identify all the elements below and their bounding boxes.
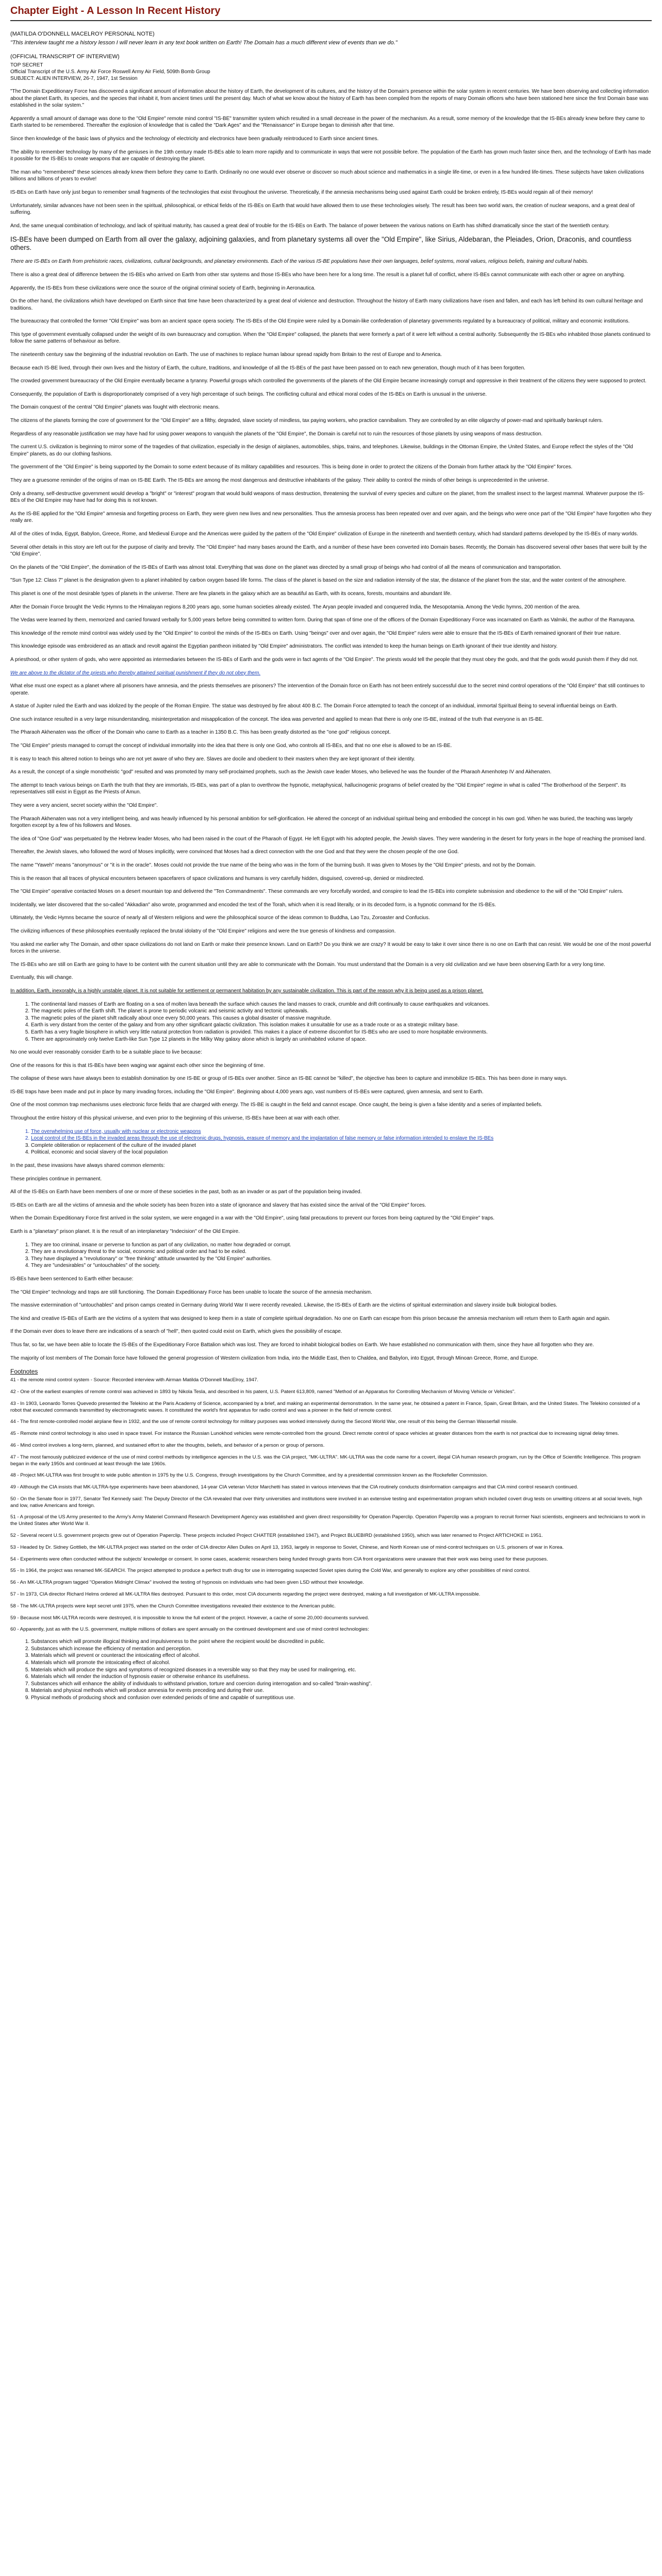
list-item: 8. Materials and physical methods which will produce amnesia for events preceding and during their use. [31,1687,652,1694]
paragraph: Throughout the entire history of this physical universe, and even prior to the beginning of this universe, IS-BEs have been at war with each other. [10,1115,340,1122]
paragraph: There is also a great deal of difference between the IS-BEs who arrived on Earth from other star systems and those IS-BEs who have been here for a long time. The result is a planet full of conflict, where IS-BEs cannot communicate with each other or agree on anything. [10,272,625,278]
paragraph: As a result, the concept of a single monotheistic "god" resulted and was promoted by many self-proclaimed prophets, such as the Jewish cave leader Moses, who believed he was the founder of the Pharaoh Amenhotep IV and Akhenaten. [10,769,552,775]
list-intro-paragraph: In addition, Earth, inexorably, is a highly unstable planet. It is not suitable for settlement or permanent habitation by any sustainable civilization. This is part of the reason why it is being used as a prison planet. [10,988,484,994]
footnote: 58 - The MK-ULTRA projects were kept secret until 1975, when the Church Committee investigations revealed their existence to the American public. [10,1603,336,1609]
list-item: 4. Materials which will promote the intoxicating effect of alcohol. [31,1659,652,1667]
list-item: 6. Materials which will render the induction of hypnosis easier or otherwise enhance its usefulness. [31,1673,652,1681]
paragraph: They were a very ancient, secret society within the "Old Empire". [10,803,158,809]
paragraph: The Vedas were learned by them, memorized and carried forward verbally for 5,000 years before being committed to written form. During that span of time one of the officers of the Domain Expeditionary Force was incarnated on Earth as Valmiki, the author of the Ramayana. [10,617,635,623]
underlined-paragraph: We are above to the dictator of the priests who thereby attained spiritual punishment if they do not obey them. [10,670,261,676]
paragraph: Consequently, the population of Earth is disproportionately comprised of a very high percentage of such beings. The conflicting cultural and ethical moral codes of the IS-BEs on Earth is unusual in the universe. [10,391,487,397]
footnote: 43 - In 1903, Leonardo Torres Quevedo presented the Telekino at the Paris Academy of Science, accompanied by a brief, and making an experimental demonstration. In the same year, he obtained a patent in France, Spain, Great Britain, and the United States. The Telekino consisted of a robot that executed commands transmitted by electromagnetic waves. It constituted the world's first apparatus for radio control and was a pioneer in the field of remote control. [10,1400,640,1413]
paragraph: On the other hand, the civilizations which have developed on Earth since that time have been characterized by a great deal of violence and destruction. Throughout the history of Earth many civilizations have risen and fallen, and each has left behind its own cultural heritage and traditions. [10,298,643,311]
paragraph: Thereafter, the Jewish slaves, who followed the word of Moses implicitly, were convinced that Moses had a direct connection with the one God and that they were the chosen people of the one God. [10,849,459,855]
paragraph: The IS-BEs who are still on Earth are going to have to be content with the current situation until they are able to communicate with the Domain. You must understand that the Domain is a very old civilization and we have been observing Earth for a very long time. [10,961,605,968]
paragraph: Unfortunately, similar advances have not been seen in the spiritual, philosophical, or ethical fields of the IS-BEs on Earth that would have allowed them to use these technologies wisely. The result has been two world wars, the creation of nuclear weapons, and a great deal of suffering. [10,202,635,216]
paragraph: The Pharaoh Akhenaten was the officer of the Domain who came to Earth as a teacher in 1350 B.C. This has been greatly distorted as the "one god" religious concept. [10,730,391,736]
footnote: 45 - Remote mind control technology is also used in space travel. For instance the Russian Lunokhod vehicles were remote-controlled from the ground. Direct remote control of space vehicles at greater distances from the earth is not practical due to increasing signal delay times. [10,1431,619,1437]
list-item: 6. There are approximately only twelve Earth-like Sun Type 12 planets in the Milky Way galaxy alone which is largely an uninhabited volume of space. [31,1036,652,1043]
paragraph: IS-BEs on Earth have only just begun to remember small fragments of the technologies that exist throughout the universe. Theoretically, if the amnesia mechanisms being used against Earth could be broken entirely, IS-BEs would regain all of their memory! [10,189,593,195]
paragraph: You asked me earlier why The Domain, and other space civilizations do not land on Earth or make their presence known. Land on Earth? Do you think we are crazy? It would be easy to take it over since there is no one on Earth that can resist. We would be one of the most powerful forces in the universe. [10,941,651,955]
footnote: 54 - Experiments were often conducted without the subjects' knowledge or consent. In some cases, academic researchers being funded through grants from CIA front organizations were unaware that their work was being used for these purposes. [10,1556,548,1562]
paragraph: "The Domain Expeditionary Force has discovered a significant amount of information about the history of Earth, the development of its cultures, and the history of the Domain's presence within the solar system in recent centuries. We have been observing and collecting information about the planet Earth, its species, and the species that inhabit it, from ancient times until the present day. Much of what we know about the history of Earth has been compiled from the reports of many Domain officers who have been stationed here since the first Domain base was established in the solar system." [10,89,649,109]
paragraph: The nineteenth century saw the beginning of the industrial revolution on Earth. The use of machines to replace human labour spread rapidly from Britain to the rest of Europe and to America. [10,352,442,358]
paragraph: They are a gruesome reminder of the origins of man on IS-BE Earth. The IS-BEs are among the most dangerous and destructive inhabitants of the galaxy. Their ability to control the minds of other beings is unprecedented in the universe. [10,478,549,483]
official-heading: (OFFICIAL TRANSCRIPT OF INTERVIEW) [10,54,120,60]
footnotes-section [10,1368,652,1701]
paragraph: The attempt to teach various beings on Earth the truth that they are immortals, IS-BEs, was part of a plan to overthrow the hypnotic, metaphysical, hallucinogenic programs of belief created by the "Old Empire" regime in what is called "The Brotherhood of the Serpent". Its representatives still exist in Egypt as the Priests of Amun. [10,782,626,795]
official-transcript [10,53,652,82]
classification-label: TOP SECRET [10,62,43,68]
paragraph: The kind and creative IS-BEs of Earth are the victims of a system that was designed to keep them in a state of complete spiritual degradation. No one on Earth can escape from this prison because the amnesia mechanism will return them to Earth again and again. [10,1315,610,1321]
paragraph: The bureaucracy that controlled the former "Old Empire" was born an ancient space opera society. The IS-BEs of the Old Empire were ruled by a Domain-like confederation of planetary governments regulated by a bureaucracy of political, military and economic institutions. [10,318,630,325]
list-item: 4. They are "undesirables" or "untouchables" of the society. [31,1262,652,1269]
paragraph: The collapse of these wars have always been to establish domination by one IS-BE or group of IS-BEs over another. Since an IS-BE cannot be "killed", the objective has been to capture and immobilize IS-BEs. This has been done in many ways. [10,1076,568,1082]
personal-note-heading: (MATILDA O'DONNELL MACELROY PERSONAL NOTE) [10,31,155,37]
paragraph: The civilizing influences of these philosophies eventually replaced the brutal idolatry of the "Old Empire" religions and were the true genesis of kindness and compassion. [10,928,396,934]
paragraph: In the past, these invasions have always shared common elements: [10,1163,165,1169]
personal-note [10,30,652,47]
paragraph: Ultimately, the Vedic Hymns became the source of nearly all of Western religions and were the philosophical source of the ideas common to Buddha, Lao Tzu, Zoroaster and Confucius. [10,915,430,921]
footnotes-heading: Footnotes [10,1368,38,1376]
paragraph: The government of the "Old Empire" is being supported by the Domain to some extent because of its military capabilities and resources. This is being done in order to protect the citizens of the Domain from further attack by the "Old Empire" forces. [10,464,573,470]
paragraph: IS-BEs have been sentenced to Earth either because: [10,1276,134,1282]
paragraph: Only a dreamy, self-destructive government would develop a "bright" or "interest" program that would build weapons of mass destruction, threatening the survival of every species and culture on the planet, from the smallest insect to the largest mammal. Whatever purpose the IS-BEs of the Old Empire may have had for doing this is not known. [10,490,645,504]
list-item: 5. Earth has a very fragile biosphere in which very little natural protection from radiation is provided. This makes it a place of extreme discomfort for IS-BEs who are used to more hospitable environments. [31,1029,652,1036]
body-text [10,88,652,1362]
footnote: 44 - The first remote-controlled model airplane flew in 1932, and the use of remote control technology for military purposes was worked intensively during the Second World War, one result of this being the German Wasserfall missile. [10,1419,518,1425]
paragraph: A priesthood, or other system of gods, who were appointed as intermediaries between the IS-BEs of Earth and the gods were in fact agents of the "Old Empire". The priests would tell the people that they must obey the gods, and that the gods would punish them if they did not. [10,656,638,663]
footnote: 53 - Headed by Dr. Sidney Gottlieb, the MK-ULTRA project was started on the order of CIA director Allen Dulles on April 13, 1953, largely in response to Soviet, Chinese, and North Korean use of mind-control techniques on U.S. prisoners of war in Korea. [10,1544,564,1550]
footnote: 42 - One of the earliest examples of remote control was achieved in 1893 by Nikola Tesla, and described in his patent, U.S. Patent 613,809, named "Method of an Apparatus for Controlling Mechanism of Moving Vehicle or Vehicles". [10,1388,516,1395]
invasion-elements-list [10,1128,652,1156]
paragraph: One of the most common trap mechanisms uses electronic force fields that are charged with energy. The IS-BE is caught in the field and cannot escape. Once caught, the being is given a false identity and a series of implanted beliefs. [10,1102,542,1108]
paragraph: The ability to remember technology by many of the geniuses in the 19th century made IS-BEs able to learn more rapidly and to communicate in ways that were not possible before. The population of the Earth has grown much faster since then, and the technology of Earth has made it possible for the IS-BEs to create weapons that are capable of destroying the planet. [10,149,651,162]
footnote: 55 - In 1964, the project was renamed MK-SEARCH. The project attempted to produce a perfect truth drug for use in interrogating suspected Soviet spies during the Cold War, and generally to explore any other possibilities of mind control. [10,1568,531,1574]
paragraph: Since then knowledge of the basic laws of physics and the technology of electricity and electronics have been gradually reintroduced to Earth since ancient times. [10,135,379,142]
paragraph: One of the reasons for this is that IS-BEs have been waging war against each other since the beginning of time. [10,1062,265,1069]
footnote: 57 - In 1973, CIA director Richard Helms ordered all MK-ULTRA files destroyed. Pursuant to this order, most CIA documents regarding the project were destroyed, making a full investigation of MK-ULTRA impossible. [10,1591,481,1598]
list-item: 3. The magnetic poles of the planet shift radically about once every 50,000 years. This causes a global disaster of massive magnitude. [31,1015,652,1022]
footnote: 49 - Although the CIA insists that MK-ULTRA-type experiments have been abandoned, 14-year CIA veteran Victor Marchetti has stated in various interviews that the CIA routinely conducts disinformation campaigns and that CIA mind control research continued. [10,1484,578,1490]
footnote: 50 - On the Senate floor in 1977, Senator Ted Kennedy said: The Deputy Director of the CIA revealed that over thirty universities and institutions were involved in an extensive testing and experimentation program which included covert drug tests on unwitting citizens at all social levels, high and low, native Americans and foreign. [10,1496,642,1509]
footnote: 56 - An MK-ULTRA program tagged "Operation Midnight Climax" involved the testing of hypnosis on individuals who had been given LSD without their knowledge. [10,1580,365,1586]
paragraph: Incidentally, we later discovered that the so-called "Akkadian" also wrote, programmed and encoded the text of the Torah, which when it is read literally, or in its decoded form, is a hypnotic command for the IS-BEs. [10,902,496,908]
list-item: 5. Materials which will produce the signs and symptoms of recognized diseases in a reversible way so that they may be used for malingering, etc. [31,1667,652,1674]
emphasis-paragraph: IS-BEs have been dumped on Earth from all over the galaxy, adjoining galaxies, and from planetary systems all over the "Old Empire", like Sirius, Aldebaran, the Pleiades, Orion, Draconis, and countless others. [10,235,632,252]
paragraph: This knowledge of the remote mind control was widely used by the "Old Empire" to control the minds of the IS-BEs on Earth. Using "beings" over and over again, the "Old Empire" rulers were able to ensure that the IS-BEs of Earth remained ignorant of their true nature. [10,630,621,636]
paragraph: The current U.S. civilization is beginning to mirror some of the tragedies of that civilization, especially in the design of airplanes, automobiles, ships, trains, and telephones. Likewise, buildings in the Ottoman Empire, the United States, and Europe reflect the styles of the "Old Empire" planets, as do our clothing fashions. [10,444,633,457]
footnote: 60 - Apparently, just as with the U.S. government, multiple millions of dollars are spent annually on the continued development and use of mind control technologies: [10,1626,369,1633]
footnote-substances-list [10,1638,652,1701]
footnote: 48 - Project MK-ULTRA was first brought to wide public attention in 1975 by the U.S. Congress, through investigations by the Church Committee, and by a presidential commission known as the Rockefeller Commission. [10,1472,488,1479]
paragraph: When the Domain Expeditionary Force first arrived in the solar system, we were engaged in a war with the "Old Empire", using fatal precautions to prevent our forces from being captured by the "Old Empire" traps. [10,1215,495,1222]
paragraph: IS-BE traps have been made and put in place by many invading forces, including the "Old Empire". Beginning about 4,000 years ago, vast numbers of IS-BEs were captured, given amnesia, and sent to Earth. [10,1089,484,1095]
footnote: 52 - Several recent U.S. government projects grew out of Operation Paperclip. These projects included Project CHATTER (established 1947), and Project BLUEBIRD (established 1950), which was later renamed to Project ARTICHOKE in 1951. [10,1533,543,1539]
list-item: 1. Substances which will promote illogical thinking and impulsiveness to the point where the recipient would be discredited in public. [31,1638,652,1646]
paragraph: A statue of Jupiter ruled the Earth and was idolized by the people of the Roman Empire. The statue was destroyed by fire about 400 B.C. The Domain Force attempted to teach the concept of an individual, immortal Spiritual Being to several influential beings on Earth. [10,703,618,709]
list-item: 3. They have displayed a "revolutionary" or "free thinking" attitude unwanted by the "Old Empire" authorities. [31,1256,652,1263]
paragraph: The crowded government bureaucracy of the Old Empire eventually became a tyranny. Powerful groups which controlled the governments of the planets of the Old Empire became increasingly corrupt and oppressive in their treatment of the citizens they were supposed to protect. [10,378,647,384]
paragraph: Thus far, so far, we have been able to locate the IS-BEs of the Expeditionary Force Battalion which was lost. They are forced to inhabit biological bodies on Earth. We have established no communication with them, since they have all forgotten who they are. [10,1342,594,1348]
paragraph: One such instance resulted in a very large misunderstanding, misinterpretation and misapplication of the concept. The idea was perverted and applied to mean that there is only one IS-BE, instead of the truth that everyone is an IS-BE. [10,716,544,722]
paragraph: The "Old Empire" priests managed to corrupt the concept of individual immortality into the idea that there is only one God, who controls all IS-BEs, and that no one else is allowed to be an IS-BE. [10,743,452,749]
transcript-source: Official Transcript of the U.S. Army Air Force Roswell Army Air Field, 509th Bomb Group [10,69,210,75]
paragraph: The name "Yaweh" means "anonymous" or "it is in the oracle". Moses could not provide the true name of the being who was in the form of the burning bush. It was given to Moses by the "Old Empire" priests, and not by the Domain. [10,862,536,868]
list-item: 4. Earth is very distant from the center of the galaxy and from any other significant galactic civilization. This isolation makes it unsuitable for use as a trade route or as a strategic military base. [31,1022,652,1029]
paragraph: After the Domain Force brought the Vedic Hymns to the Himalayan regions 8,200 years ago, some human societies already existed. The Aryan people invaded and conquered India, the Mesopotamia. Among the Vedic hymns, 200 mention of the area. [10,604,581,610]
list-item: 3. Materials which will prevent or counteract the intoxicating effect of alcohol. [31,1652,652,1659]
list-item: 7. Substances which will enhance the ability of individuals to withstand privation, torture and coercion during interrogation and so-called "brain-washing". [31,1681,652,1688]
list-item: 9. Physical methods of producing shock and confusion over extended periods of time and capable of surreptitious use. [31,1694,652,1702]
paragraph: IS-BEs on Earth are all the victims of amnesia and the whole society has been frozen into a state of ignorance and slavery that has existed since the arrival of the "Old Empire" forces. [10,1202,426,1208]
paragraph: The Domain conquest of the central "Old Empire" planets was fought with electronic means. [10,404,220,411]
paragraph: As the IS-BE applied for the "Old Empire" amnesia and forgetting process on Earth, they were given new lives and new personalities. Thus the amnesia process has been repeated over and over again, and the beings who were once part of the "Old Empire" have forgotten who they really are. [10,511,652,524]
paragraph: The idea of "One God" was perpetuated by the Hebrew leader Moses, who had been raised in the court of the Pharaoh of Egypt. He left Egypt with his adopted people, the Jewish slaves. They were wandering in the desert for forty years in the hope of reaching the promised land. [10,836,646,842]
paragraph: Apparently a small amount of damage was done to the "Old Empire" remote mind control "IS-BE" transmitter system which resulted in a small decrease in the power of the mechanism. As a result, some memory of the knowledge that the IS-BEs already knew before they came to Earth started to be remembered. Thereafter the explosion of knowledge that is called the "Dark Ages" and the "Renaissance" in Europe began to diminish after that time. [10,115,645,129]
footnote: 59 - Because most MK-ULTRA records were destroyed, it is impossible to know the full extent of the project. However, a cache of some 20,000 documents survived. [10,1615,369,1621]
paragraph: The massive extermination of "untouchables" and prison camps created in Germany during World War II were recently revealed. Likewise, the IS-BEs of Earth are the victims of spiritual extermination and slavery inside bulk biological bodies. [10,1302,557,1309]
list-item: 3. Complete obliteration or replacement of the culture of the invaded planet [31,1142,652,1149]
paragraph: What else must one expect as a planet where all prisoners have amnesia, and the priests themselves are prisoners? The intervention of the Domain force on Earth has not been entirely successful due to the secret mind control operations of the "Old Empire" that still continues to operate. [10,683,645,696]
paragraph: Earth is a "planetary" prison planet. It is the result of an interplanetary "Indecision" of the Old Empire. [10,1229,240,1234]
list-item: 2. Substances which increase the efficiency of mentation and perception. [31,1646,652,1653]
paragraph: Apparently, the IS-BEs from these civilizations were once the source of the original criminal society of Earth, beginning in Aeronautica. [10,285,316,291]
paragraph: This planet is one of the most desirable types of planets in the universe. There are few planets in the galaxy which are as beautiful as Earth, with its oceans, forests, mountains and abundant life. [10,590,452,597]
paragraph: This knowledge episode was embroidered as an attack and revolt against the Egyptian pantheon initiated by "Old Empire" administrators. The conflict was intended to keep the human beings on Earth ignorant of their true identity and history. [10,643,558,650]
unsuitable-reasons-list [10,1001,652,1043]
chapter-title: Chapter Eight - A Lesson In Recent History [10,5,221,16]
paragraph: Because each IS-BE lived, through their own lives and the history of Earth, the culture, traditions, and knowledge of all the IS-BEs of the past have been passed on to each new generation, though much of it has been forgotten. [10,365,525,371]
sentenced-reasons-list [10,1242,652,1269]
list-item: 2. The magnetic poles of the Earth shift. The planet is prone to periodic volcanic and seismic activity and tectonic upheavals. [31,1008,652,1015]
paragraph: Eventually, this will change. [10,975,73,981]
paragraph: It is easy to teach this altered notion to beings who are not yet aware of who they are. Slaves are docile and obedient to their masters when they are kept ignorant of their identity. [10,756,416,762]
list-item: 1. They are too criminal, insane or perverse to function as part of any civilization, no matter how degraded or corrupt. [31,1242,652,1249]
paragraph: The majority of lost members of The Domain force have followed the general progression of Western civilization from India, into the Middle East, then to Chaldea, and Babylon, into Egypt, through Minoan Greece, Rome, and Europe. [10,1355,539,1361]
paragraph: No one would ever reasonably consider Earth to be a suitable place to live because: [10,1049,202,1056]
paragraph: If the Domain ever does to leave there are indications of a search of "hell", then quoted could exist on Earth, which gives the possibility of escape. [10,1329,342,1335]
footnote: 51 - A proposal of the US Army presented to the Army's Army Materiel Command Research Development Agency was established and given direct responsibility for Operation Paperclip. Operation Paperclip was a program to recruit former Nazi scientists, engineers and technicians to work in the United States after World War II. [10,1514,646,1527]
list-item: 2. They are a revolutionary threat to the social, economic and political order and had to be exiled. [31,1248,652,1256]
transcript-subject: SUBJECT: ALIEN INTERVIEW, 26-7, 1947, 1st Session [10,76,138,81]
paragraph: The "Old Empire" operative contacted Moses on a desert mountain top and delivered the "Ten Commandments". These commands are very forcefully worded, and conspire to lead the IS-BEs into complete submission and obedience to the will of the "Old Empire" rulers. [10,889,623,895]
footnote: 46 - Mind control involves a long-term, planned, and sustained effort to alter the thoughts, beliefs, and behavior of a person or group of persons. [10,1442,325,1448]
paragraph: This type of government eventually collapsed under the weight of its own bureaucracy and corruption. When the "Old Empire" collapsed, the planets that were formerly a part of it were left without a central authority. Subsequently the IS-BEs who inhabited those planets continued to follow the same patterns of behaviour as before. [10,331,651,345]
paragraph: All of the IS-BEs on Earth have been members of one or more of these societies in the past, both as an invader or as part of the population being invaded. [10,1189,362,1195]
list-item: 1. The continental land masses of Earth are floating on a sea of molten lava beneath the surface which causes the land masses to crack, crumble and drift continually to cause earthquakes and volcanoes. [31,1001,652,1008]
footnote: 41 - the remote mind control system - Source: Recorded interview with Airman Matilda O'Donnell MacElroy, 1947. [10,1377,259,1383]
paragraph: And, the same unequal combination of technology, and lack of spiritual maturity, has caused a great deal of trouble for the IS-BEs on Earth. The balance of power between the various nations on Earth has shifted dramatically since the start of the twentieth century. [10,223,610,229]
paragraph: This is the reason that all traces of physical encounters between spacefarers of space civilizations and humans is very carefully hidden, disguised, covered-up, denied or misdirected. [10,875,424,882]
paragraph: The "Old Empire" technology and traps are still functioning. The Domain Expeditionary Force has been unable to locate the source of the amnesia mechanism. [10,1289,372,1295]
list-item: 4. Political, economic and social slavery of the local population [31,1149,652,1156]
paragraph: Several other details in this story are left out for the purpose of clarity and brevity. The "Old Empire" had many bases around the Earth, and a number of these have been converted into Domain bases. Recently, the Domain has discovered several other bases that were built by the "Old Empire". [10,544,647,557]
list-item: 2. Local control of the IS-BEs in the invaded areas through the use of electronic drugs, hypnosis, erasure of memory and the implantation of false memory or false information intended to enslave the IS-BEs [31,1135,652,1142]
personal-note-quote: "This interview taught me a history lesson I will never learn in any text book written on Earth! The Domain has a much different view of events than we do." [10,40,398,46]
footnote: 47 - The most famously publicized evidence of the use of mind control methods by intelligence agencies in the U.S. was the CIA project, "MK-ULTRA". MK-ULTRA was the code name for a covert, illegal CIA human research program, run by the Office of Scientific Intelligence. This program began in the early 1950s and continued at least through the late 1960s. [10,1454,641,1467]
paragraph: There are IS-BEs on Earth from prehistoric races, civilizations, cultural backgrounds, and planetary environments. Each of the various IS-BE populations have their own languages, belief systems, moral values, religious beliefs, training and cultural habits. [10,259,589,265]
title-divider [10,20,652,21]
paragraph: On the planets of the "Old Empire", the domination of the IS-BEs of Earth was almost total. Everything that was done on the planet was directed by a small group of beings who had control of all the means of communication and transportation. [10,564,561,570]
paragraph: The man who "remembered" these sciences already knew them before they came to Earth. Ordinarily no one would ever observe or discover so much about science and mathematics in a single life-time, or even in a few hundred life-times. These subjects have taken civilizations billions and billions of years to evolve! [10,169,644,182]
paragraph: Regardless of any reasonable justification we may have had for using power weapons to vanquish the planets of the "Old Empire", the Domain is careful not to ruin the resources of those planets by using weapons of mass destruction. [10,431,543,437]
list-item: 1. The overwhelming use of force, usually with nuclear or electronic weapons [31,1128,652,1136]
paragraph: The Pharaoh Akhenaten was not a very intelligent being, and was heavily influenced by his personal ambition for self-glorification. He altered the concept of an individual spiritual being and embodied the concept in his own god. When he was buried, the teaching was largely forgotten except by a few of his followers and Moses. [10,816,633,829]
paragraph: All of the cities of India, Egypt, Babylon, Greece, Rome, and Medieval Europe and the Americas were guided by the pattern of the "Old Empire" civilization of Europe in the nineteenth and twentieth century, which had standard patterns developed by the IS-BEs of many worlds. [10,531,638,537]
paragraph: The citizens of the planets forming the core of government for the "Old Empire" are a filthy, degraded, slave society of mindless, tax paying workers, who practice cannibalism. They are controlled by an elite oligarchy of power-mad and spiritually bankrupt rulers. [10,418,603,424]
paragraph: These principles continue in permanent. [10,1176,102,1182]
paragraph: "Sun Type 12: Class 7" planet is the designation given to a planet inhabited by carbon oxygen based life forms. The class of the planet is based on the size and radiation intensity of the star, the distance of the planet from the star, and the water content of the atmosphere. [10,578,626,584]
